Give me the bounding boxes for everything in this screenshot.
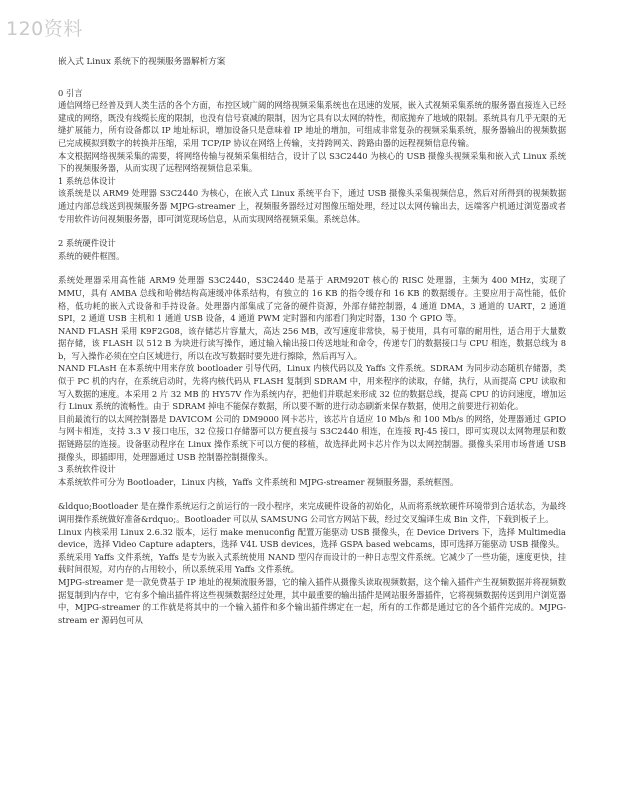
paragraph: NAND FLAsH 在本系统中用来存放 bootloader 引导代码，Linux 内核代码以及 Yaffs 文件系统。SDRAM 为同步动态随机存储器，类似于 PC 机的内存，在系统启动时，先将内核代码从 FLASH 复制到 SDRAM 中，用来程序的读取，存储，执行，从而提高 CPU 读取和写入数据的速度。本采用 2 片 32 MB 的 HY57V 作为系统内存，把他们并联起来形成 32 位的数据总线，提高 CPU 的访问速度，增加运行 Linux 系统的流畅性。由于 SDRAM 掉电不能保存数据，所以要不断的进行动态刷新来保存数据，使用之前要进行初始化。 (58, 363, 566, 412)
heading-system-design: 1 系统总体设计 (58, 175, 116, 186)
document-body (58, 56, 566, 626)
heading-hardware-design: 2 系统硬件设计 (58, 238, 116, 249)
paragraph: 该系统是以 ARM9 处理器 S3C2440 为核心，在嵌入式 Linux 系统平台下，通过 USB 摄像头采集视频信息，然后对所得到的视频数据通过内部总线送到视频服务器 MJPG-streamer 上，视频服务器经过对图像压缩处理，经过以太网传输出去，远端客户机通过浏览器或者专用软件访问视频服务器，即可浏览现场信息，从而实现网络视频采集。系统总体。 (58, 188, 566, 224)
paragraph: MJPG-streamer 是一款免费基于 IP 地址的视频流服务器，它的输入插件从摄像头读取视频数据，这个输入插件产生视频数据并将视频数据复制到内存中，它有多个输出插件将这些视频数据经过处理，其中最重要的输出插件是网站服务器插件，它将视频数据传送到用户浏览器中，MJPG-streamer 的工作就是将其中的一个输入插件和多个输出插件绑定在一起，所有的工作都是通过它的各个插件完成的。MJPG-stream er 源码包可从 (58, 576, 566, 625)
paragraph: 系统采用 Yaffs 文件系统，Yaffs 是专为嵌入式系统使用 NAND 型闪存而设计的一种日志型文件系统。它减少了一些功能，速度更快，挂载时间很短，对内存的占用较小，所以系统采用 Yaffs 文件系统。 (58, 551, 566, 575)
paragraph: 系统处理器采用高性能 ARM9 处理器 S3C2440，S3C2440 是基于 ARM920T 核心的 RISC 处理器，主频为 400 MHz，实现了 MMU，具有 AMBA 总线和哈佛结构高速缓冲体系结构，有独立的 16 KB 的指令缓存和 16 KB 的数据缓存。主要应用于高性能，低价格，低功耗的嵌入式设备和手持设备。处理器内部集成了完备的硬件资源，外部存储控制器，4 通道 DMA，3 通道的 UART，2 通道 SPI，2 通道 USB 主机和 1 通道 USB 设备，4 通道 PWM 定时器和内部看门狗定时器，130 个 GPIO 等。 (58, 275, 566, 324)
heading-intro: 0 引言 (58, 87, 83, 98)
paragraph: 系统的硬件框图。 (58, 250, 125, 261)
paragraph: 本系统软件可分为 Bootloader，Linux 内核，Yaffs 文件系统和 MJPG-streamer 视频服务器，系统框图。 (58, 476, 459, 487)
paragraph: 通信网络已经普及到人类生活的各个方面，布控区域广阔的网络视频采集系统也在迅速的发展，嵌入式视频采集系统的服务器直接连入已经建成的网络，既没有线缆长度的限制，也没有信号衰减的限制，因为它具有以太网的特性，彻底抛弃了地域的限制。系统具有几乎无限的无缝扩展能力，所有设备都以 IP 地址标识，增加设备只是意味着 IP 地址的增加，可组成非常复杂的视频采集系统，服务器输出的视频数据已完成模拟到数字的转换并压缩，采用 TCP/IP 协议在网络上传输，支持跨网关、跨路由器的远程视频信息传输。 (58, 100, 566, 148)
document-title: 嵌入式 Linux 系统下的视频服务器解析方案 (58, 57, 226, 67)
heading-software-design: 3 系统软件设计 (58, 464, 116, 475)
paragraph: NAND FLASH 采用 K9F2G08，该存储芯片容量大，高达 256 MB，改写速度非常快，易于使用，具有可靠的耐用性，适合用于大量数据存储，该 FLASH 以 512 B 为块进行读写操作，通过输入输出接口传送地址和命令，传递专门的数据接口与 CPU 相连，数据总线为 8 b，写入操作必须在空白区域进行，所以在改写数据时要先进行擦除，然后再写入。 (58, 325, 566, 361)
paragraph: &ldquo;Bootloader 是在操作系统运行之前运行的一段小程序，来完成硬件设备的初始化，从而将系统软硬件环境带到合适状态，为最终调用操作系统做好准备&rdquo;。Bootloader 可以从 SAMSUNG 公司官方网站下载，经过交叉编译生成 Bin 文件，下载到板子上。 (58, 501, 566, 524)
paragraph: 目前最流行的以太网控制器是 DAVICOM 公司的 DM9000 网卡芯片，该芯片自适应 10 Mb/s 和 100 Mb/s 的网络，处理器通过 GPIO 与网卡相连，支持 3.3 V 接口电压，32 位接口存储器可以方便直接与 S3C2440 相连，在连接 RJ-45 接口，即可实现以太网物理层和数据链路层的连接。设备驱动程序在 Linux 操作系统下可以方便的移植，故选择此网卡芯片作为以太网控制器。摄像头采用市场普通 USB 摄像头，即插即用，处理器通过 USB 控制器控制摄像头。 (58, 413, 566, 462)
watermark-logo: 120资料 (6, 18, 83, 40)
paragraph: Linux 内核采用 Linux 2.6.32 版本，运行 make menuconfig 配置万能驱动 USB 摄像头，在 Device Drivers 下，选择 Multimedia device，选择 Video Capture adapters，选择 V4L USB devices，选择 GSPA based webcams，即可选择万能驱动 USB 摄像头。 (58, 526, 566, 550)
paragraph: 本文根据网络视频采集的需要，将网络传输与视频采集相结合，设计了以 S3C2440 为核心的 USB 摄像头视频采集和嵌入式 Linux 系统下的视频服务器，从而实现了远程网络视频信息采集。 (58, 150, 566, 174)
